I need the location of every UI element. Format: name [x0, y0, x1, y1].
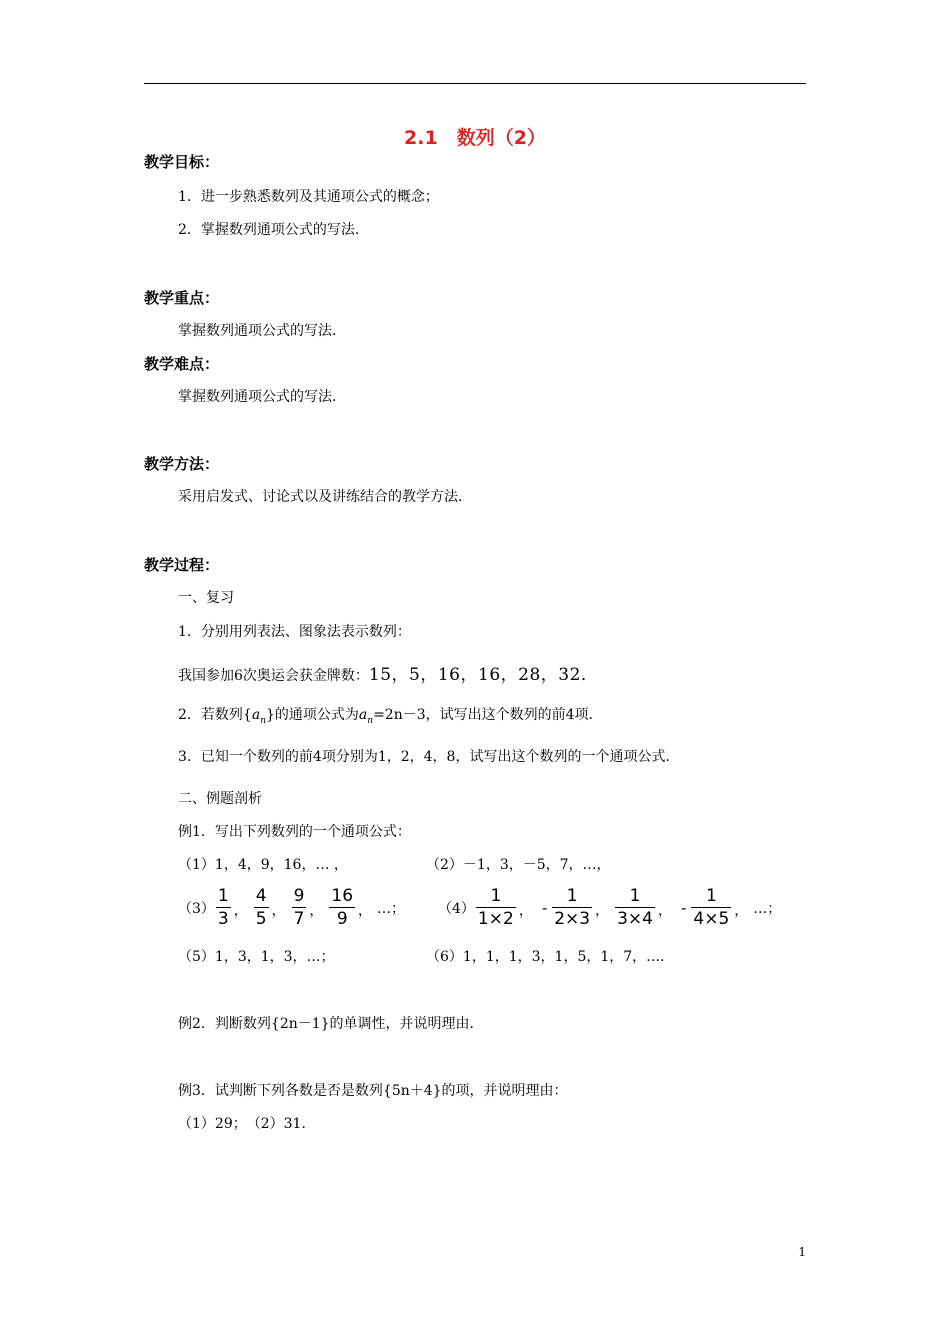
difficulties-heading: 教学难点：	[144, 355, 220, 373]
ex1-3-label: （3）	[178, 900, 215, 917]
example-1-part-2: （2）－1，3，－5，7，…，	[426, 857, 611, 873]
q2-text-b: }的通项公式为	[265, 707, 359, 723]
q2-an-subscript: n	[367, 715, 374, 726]
ex1-3-tail: …；	[377, 900, 406, 917]
goal-item-2: 2．掌握数列通项公式的写法．	[178, 222, 369, 238]
page-number: 1	[798, 1245, 806, 1259]
example-3: 例3．试判断下列各数是否是数列{5n＋4}的项，并说明理由：	[178, 1083, 568, 1099]
example-1: 例1．写出下列数列的一个通项公式：	[178, 824, 411, 840]
example-1-part-4: （4） $\frac{1}{1\times 2}$ ， - $\frac{1}{2\times 3}$ ， $\frac{1}{3\times 4}$ ， - $\frac{1}{4\times 5}$ ， …；	[438, 886, 782, 929]
review-title: 一、复习	[178, 590, 234, 606]
fraction: $\frac{1}{1\times 2}$	[477, 886, 514, 929]
process-heading: 教学过程：	[144, 556, 220, 574]
q2-an-symbol: a	[358, 707, 368, 723]
review-q1: 1．分别用列表法、图象法表示数列：	[178, 624, 411, 640]
example-2: 例2．判断数列{2n－1}的单调性，并说明理由．	[178, 1016, 484, 1032]
q2-formula: =2n－3	[373, 707, 426, 723]
goal-item-1: 1．进一步熟悉数列及其通项公式的概念；	[178, 189, 439, 205]
methods-text: 采用启发式、讨论式以及讲练结合的教学方法．	[178, 489, 472, 505]
review-q3: 3．已知一个数列的前4项分别为1，2，4，8，试写出这个数列的一个通项公式．	[178, 749, 680, 765]
example-1-part-1: （1）1，4，9，16，… ，	[178, 857, 348, 873]
fraction: $\frac{16}{9}$	[331, 886, 354, 929]
review-q1-data	[178, 660, 598, 685]
q2-text-c: ，试写出这个数列的前4项．	[425, 707, 603, 723]
q2-a-symbol: a	[251, 707, 261, 723]
q2-text-a: 2．若数列{	[178, 707, 252, 723]
fraction: $\frac{1}{2\times 3}$	[554, 886, 591, 929]
difficulties-text: 掌握数列通项公式的写法．	[178, 389, 346, 405]
example-1-part-3: （3） $\frac{1}{3}$ ， $\frac{4}{5}$ ， $\frac{9}{7}$ ， $\frac{16}{9}$ ， …；	[178, 886, 406, 929]
methods-heading: 教学方法：	[144, 455, 220, 473]
example-1-part-5: （5）1，3，1，3，…；	[178, 949, 335, 965]
q1-prefix: 我国参加6次奥运会获金牌数：	[178, 668, 369, 684]
goals-heading: 教学目标：	[144, 153, 220, 171]
key-points-heading: 教学重点：	[144, 289, 220, 307]
ex1-4-label: （4）	[438, 900, 475, 917]
example-3-items: （1）29； （2）31．	[178, 1116, 316, 1132]
q2-a-subscript: n	[260, 715, 266, 726]
fraction: $\frac{4}{5}$	[255, 886, 267, 929]
page-title: 2.1 数列（2）	[404, 127, 546, 149]
example-1-part-6: （6）1，1，1，3，1，5，1，7，…．	[426, 949, 675, 965]
header-rule	[144, 83, 806, 84]
examples-title: 二、例题剖析	[178, 791, 262, 807]
fraction: $\frac{1}{4\times 5}$	[693, 886, 730, 929]
ex1-4-tail: …；	[753, 900, 782, 917]
q1-data: 15，5，16，16，28，32．	[368, 665, 599, 685]
fraction: $\frac{1}{3\times 4}$	[617, 886, 653, 929]
fraction: $\frac{1}{3}$	[217, 886, 229, 929]
fraction: $\frac{9}{7}$	[293, 886, 305, 929]
key-points-text: 掌握数列通项公式的写法．	[178, 323, 346, 339]
review-q2	[178, 704, 603, 726]
